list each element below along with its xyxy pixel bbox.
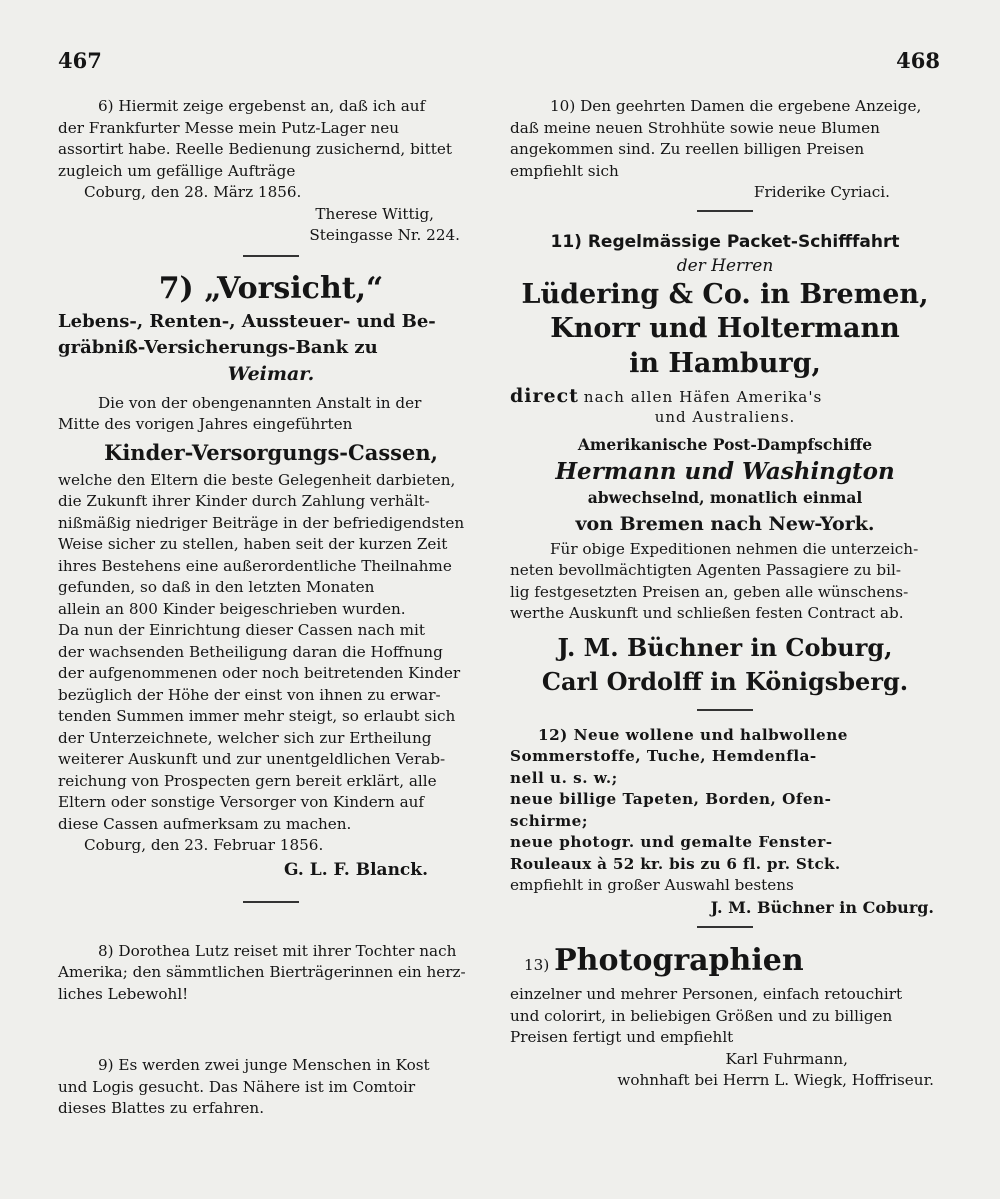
ad12-line: empfiehlt in großer Auswahl bestens xyxy=(510,876,794,894)
ad11-firm-city: in Hamburg, xyxy=(629,347,821,379)
ad-6 xyxy=(58,96,484,247)
ad7-body-line: gefunden, so daß in den letzten Monaten xyxy=(58,578,375,596)
ad7-title: Kinder-Versorgungs-Cassen, xyxy=(104,439,438,465)
ad9-line: dieses Blattes zu erfahren. xyxy=(58,1099,265,1117)
ad13-line: einzelner und mehrer Personen, einfach retouchirt xyxy=(510,985,903,1003)
ad7-body-line: der wachsenden Betheiligung daran die Hoffnung xyxy=(58,642,443,661)
ad13-address: wohnhaft bei Herrn L. Wiegk, Hoffriseur. xyxy=(617,1071,934,1089)
ad10-line: empfiehlt sich xyxy=(510,161,619,180)
ad11-agent-coburg: J. M. Büchner in Coburg, xyxy=(557,632,893,662)
ad-10 xyxy=(510,96,940,204)
ad11-firm-bremen: Lüdering & Co. in Bremen, xyxy=(521,278,929,310)
ad11-body-line: neten bevollmächtigten Agenten Passagiere zu bil- xyxy=(510,561,901,579)
spacer xyxy=(58,1005,484,1055)
ad10-line: daß meine neuen Strohhüte sowie neue Blumen xyxy=(510,118,880,137)
ad10-signature: Friderike Cyriaci. xyxy=(753,183,890,201)
ad7-intro: Mitte des vorigen Jahres eingeführten xyxy=(58,415,353,433)
ad11-ships: Hermann und Washington xyxy=(555,457,895,485)
ad7-body-line: Eltern oder sonstige Versorger von Kindern auf xyxy=(58,793,425,811)
ad7-body-line: nißmäßig niedriger Beiträge in der befriedigendsten xyxy=(58,513,465,532)
ad7-body-line: allein an 800 Kinder beigeschrieben wurden. xyxy=(58,599,406,618)
divider xyxy=(697,926,753,928)
divider xyxy=(243,901,299,903)
ad13-heading: Photographien xyxy=(554,943,804,978)
ad7-signature: G. L. F. Blanck. xyxy=(284,859,428,880)
ad11-direct xyxy=(510,386,940,407)
page-number-left: 467 xyxy=(58,48,102,73)
ad12-line: nell u. s. w.; xyxy=(510,768,618,787)
ad11-frequency: abwechselnd, monatlich einmal xyxy=(587,487,863,507)
ad7-body-line: der aufgenommenen oder noch beitretenden Kinder xyxy=(58,664,461,682)
ad12-line: neue billige Tapeten, Borden, Ofen- xyxy=(510,790,832,808)
ad7-body-line: Da nun der Einrichtung dieser Cassen nach mit xyxy=(58,621,425,639)
ad7-body-line: tenden Summen immer mehr steigt, so erlaubt sich xyxy=(58,707,456,725)
ad11-body xyxy=(510,539,940,625)
ad-9 xyxy=(58,1055,484,1120)
ad-12 xyxy=(510,725,940,919)
ad7-body-line: welche den Eltern die beste Gelegenheit darbieten, xyxy=(58,470,456,489)
ad11-direct-rest: nach allen Häfen Amerika's xyxy=(583,387,823,406)
ad11-body-line: Für obige Expeditionen nehmen die unterzeich- xyxy=(550,539,919,558)
ad7-place-date: Coburg, den 23. Februar 1856. xyxy=(84,836,324,854)
ad11-body-line: lig festgesetzten Preisen an, geben alle wünschens- xyxy=(510,582,909,601)
ad-8 xyxy=(58,941,484,1006)
ad12-line: 12) Neue wollene und halbwollene xyxy=(538,725,848,744)
ad7-heading: 7) „Vorsicht,“ xyxy=(158,270,384,306)
divider xyxy=(697,210,753,212)
ad6-line: zugleich um gefällige Aufträge xyxy=(58,161,296,180)
ad11-agent-koenigsberg: Carl Ordolff in Königsberg. xyxy=(541,666,909,696)
ad7-body-line: der Unterzeichnete, welcher sich zur Ertheilung xyxy=(58,728,432,747)
ad11-route: von Bremen nach New-York. xyxy=(575,512,875,535)
ad12-line: Sommerstoffe, Tuche, Hemdenfla- xyxy=(510,747,817,765)
ad12-signature: J. M. Büchner in Coburg. xyxy=(710,897,934,917)
ad11-firm-hamburg: Knorr und Holtermann xyxy=(550,312,900,344)
ad7-intro: Die von der obengenannten Anstalt in der xyxy=(98,393,422,412)
divider xyxy=(697,709,753,711)
ad7-body-line: Weise sicher zu stellen, haben seit der kurzen Zeit xyxy=(58,535,448,553)
ad12-line: schirme; xyxy=(510,811,588,830)
page-number-right: 468 xyxy=(896,48,940,73)
ad7-body-line: ihres Bestehens eine außerordentliche Theilnahme xyxy=(58,556,452,575)
ad9-line: und Logis gesucht. Das Nähere ist im Comtoir xyxy=(58,1077,416,1096)
ad7-body xyxy=(58,470,484,836)
ad11-heading: 11) Regelmässige Packet-Schifffahrt xyxy=(550,231,900,252)
ad6-line: der Frankfurter Messe mein Putz-Lager neu xyxy=(58,118,399,137)
left-column xyxy=(58,96,484,1120)
ad7-city: Weimar. xyxy=(227,362,315,385)
ad7-body-line: reichung von Prospecten gern bereit erklärt, alle xyxy=(58,771,437,790)
ad11-direct-line2: und Australiens. xyxy=(654,407,796,426)
ad-7 xyxy=(58,269,484,883)
ad10-line: angekommen sind. Zu reellen billigen Preisen xyxy=(510,140,865,158)
ad11-direct-word: direct xyxy=(510,384,579,407)
ad-13 xyxy=(510,942,940,1092)
ad7-body-line: die Zukunft ihrer Kinder durch Zahlung verhält- xyxy=(58,492,430,510)
ad7-body-line: weiterer Auskunft und zur unentgeldlichen Verab- xyxy=(58,750,446,768)
ad-11 xyxy=(510,230,940,699)
divider xyxy=(243,255,299,257)
ad12-line: neue photogr. und gemalte Fenster- xyxy=(510,833,833,851)
ad7-subheading: Lebens-, Renten-, Aussteuer- und Be- xyxy=(58,310,436,332)
ad11-body-line: werthe Auskunft und schließen festen Contract ab. xyxy=(510,604,904,622)
ad7-subheading: gräbniß-Versicherungs-Bank zu xyxy=(58,336,378,358)
ad8-line: 8) Dorothea Lutz reiset mit ihrer Tochter nach xyxy=(98,941,457,960)
ad13-signature: Karl Fuhrmann, xyxy=(725,1049,848,1068)
ad11-steamers: Amerikanische Post-Dampfschiffe xyxy=(577,434,873,454)
ad13-heading-line xyxy=(510,942,940,984)
ad6-line: 6) Hiermit zeige ergebenst an, daß ich auf xyxy=(98,97,426,115)
ad7-body-line: bezüglich der Höhe der einst von ihnen zu erwar- xyxy=(58,685,441,704)
ad7-body-line: diese Cassen aufmerksam zu machen. xyxy=(58,814,352,833)
ad11-der-herren: der Herren xyxy=(676,255,774,276)
ad8-line: Amerika; den sämmtlichen Bierträgerinnen ein herz- xyxy=(58,963,466,981)
ad12-line: Rouleaux à 52 kr. bis zu 6 fl. pr. Stck. xyxy=(510,854,841,873)
ad8-line: liches Lebewohl! xyxy=(58,984,189,1003)
ad13-number: 13) xyxy=(524,956,550,974)
ad13-line: Preisen fertigt und empfiehlt xyxy=(510,1028,734,1046)
ad6-place-date: Coburg, den 28. März 1856. xyxy=(84,183,302,201)
ad13-line: und colorirt, in beliebigen Größen und zu billigen xyxy=(510,1006,893,1025)
right-column xyxy=(510,96,940,1092)
ad6-address: Steingasse Nr. 224. xyxy=(309,226,460,244)
ad9-line: 9) Es werden zwei junge Menschen in Kost xyxy=(98,1056,430,1074)
ad6-line: assortirt habe. Reelle Bedienung zusichernd, bittet xyxy=(58,140,452,158)
ad6-signature: Therese Wittig, xyxy=(315,204,434,223)
ad10-line: 10) Den geehrten Damen die ergebene Anzeige, xyxy=(550,97,922,115)
